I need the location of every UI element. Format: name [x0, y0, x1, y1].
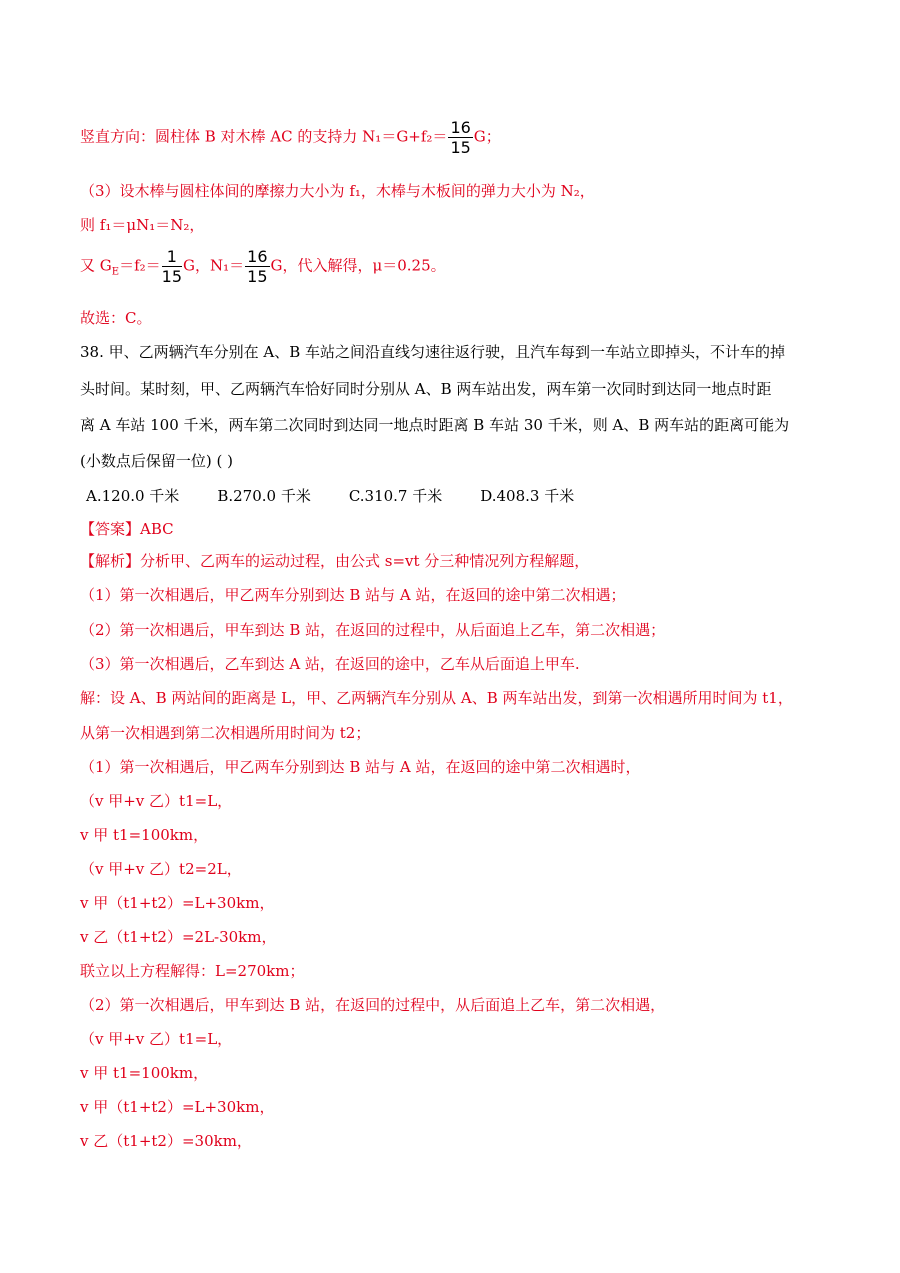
analysis-line: v 甲（t1+t2）=L+30km，	[80, 1098, 275, 1116]
fraction-denominator: 15	[161, 267, 183, 286]
text-segment: 竖直方向：圆柱体 B 对木棒 AC 的支持力 N₁＝G+f₂＝	[80, 127, 448, 146]
choice-line: 故选：C。	[80, 309, 152, 327]
analysis-line: （2）第一次相遇后，甲车到达 B 站，在返回的过程中，从后面追上乙车，第二次相遇；	[80, 621, 666, 639]
analysis-line: （3）第一次相遇后，乙车到达 A 站，在返回的途中，乙车从后面追上甲车.	[80, 655, 580, 673]
option-d: D.408.3 千米	[480, 487, 575, 505]
options-row	[86, 486, 612, 506]
vertical-force-line	[80, 118, 501, 157]
analysis-line: 从第一次相遇到第二次相遇所用时间为 t2；	[80, 724, 371, 742]
analysis-line: 联立以上方程解得：L=270km；	[80, 962, 305, 980]
analysis-line: v 乙（t1+t2）=2L-30km，	[80, 928, 277, 946]
fraction	[162, 247, 182, 286]
analysis-line: （v 甲+v 乙）t1=L，	[80, 792, 233, 810]
analysis-line: 解：设 A、B 两站间的距离是 L，甲、乙两辆汽车分别从 A、B 两车站出发，到第一次相遇所用时间为 t1，	[80, 689, 793, 707]
text-segment: 又 G	[80, 256, 112, 275]
option-c: C.310.7 千米	[348, 487, 443, 505]
analysis-line: 【解析】分析甲、乙两车的运动过程，由公式 s=vt 分三种情况列方程解题，	[80, 552, 590, 570]
question-text-4: (小数点后保留一位) ( )	[80, 452, 233, 470]
option-b: B.270.0 千米	[217, 487, 311, 505]
fraction	[448, 118, 472, 157]
fraction-numerator: 16	[450, 118, 471, 137]
analysis-line: v 甲 t1=100km，	[80, 1064, 209, 1082]
analysis-line: （2）第一次相遇后，甲车到达 B 站，在返回的过程中，从后面追上乙车，第二次相遇，	[80, 996, 666, 1014]
analysis-line: （v 甲+v 乙）t1=L，	[80, 1030, 233, 1048]
question-text-3: 离 A 车站 100 千米，两车第二次同时到达同一地点时距离 B 车站 30 千米，则 A、B 两车站的距离可能为	[80, 416, 790, 434]
text-segment: ＝f₂＝	[119, 256, 161, 275]
fraction-numerator: 16	[247, 247, 268, 266]
text-segment: G，N₁＝	[183, 256, 245, 275]
text-segment: G；	[473, 127, 501, 146]
friction-line: （3）设木棒与圆柱体间的摩擦力大小为 f₁，木棒与木板间的弹力大小为 N₂，	[80, 182, 595, 200]
question-text-1: 38. 甲、乙两辆汽车分别在 A、B 车站之间沿直线匀速往返行驶，且汽车每到一车站立即掉头，不计车的掉	[80, 343, 786, 361]
fraction-denominator: 15	[247, 267, 268, 286]
subscript: E	[111, 266, 120, 278]
analysis-line: v 甲 t1=100km，	[80, 826, 209, 844]
fraction-numerator: 1	[162, 247, 182, 267]
analysis-line: （1）第一次相遇后，甲乙两车分别到达 B 站与 A 站，在返回的途中第二次相遇；	[80, 586, 626, 604]
analysis-line: （1）第一次相遇后，甲乙两车分别到达 B 站与 A 站，在返回的途中第二次相遇时，	[80, 758, 641, 776]
answer-line: 【答案】ABC	[80, 520, 174, 538]
fraction	[245, 247, 269, 286]
relation-line: 则 f₁＝μN₁＝N₂，	[80, 216, 205, 234]
text-segment: G，代入解得，μ＝0.25。	[270, 256, 446, 275]
analysis-line: v 甲（t1+t2）=L+30km，	[80, 894, 275, 912]
fraction-denominator: 15	[450, 138, 471, 157]
analysis-line: （v 甲+v 乙）t2=2L，	[80, 860, 242, 878]
solve-line	[80, 247, 446, 286]
question-text-2: 头时间。某时刻，甲、乙两辆汽车恰好同时分别从 A、B 两车站出发，两车第一次同时到达同一地点时距	[80, 380, 772, 398]
analysis-line: v 乙（t1+t2）=30km，	[80, 1132, 252, 1150]
option-a: A.120.0 千米	[86, 487, 180, 505]
